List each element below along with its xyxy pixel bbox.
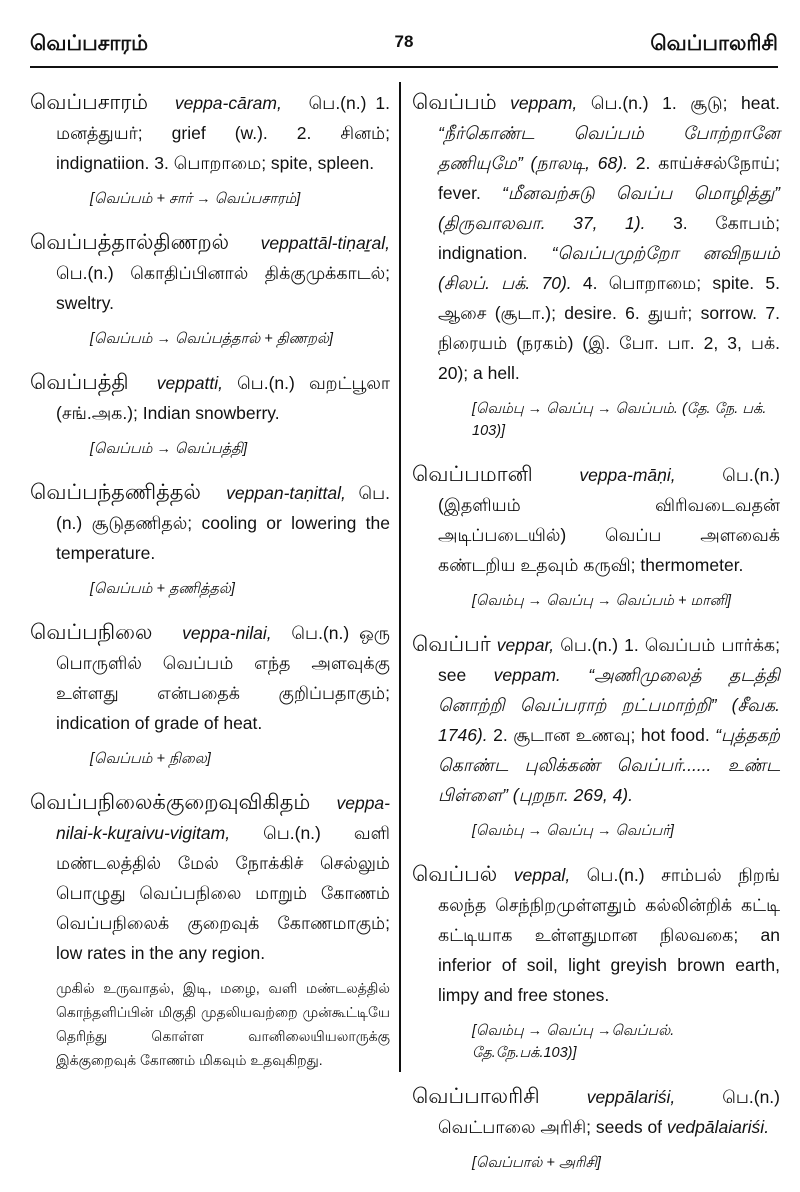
headword: வெப்பநிலை (30, 621, 153, 644)
etymology: [வெம்பு → வெப்பு → வெப்பம் + மானி] (472, 593, 732, 609)
definition: (இதளியம் விரிவடைவதன் அடிப்படையில்) வெப்ப அளவைக் கண்டறிய உதவும் கருவி; thermometer. (438, 495, 780, 575)
part-of-speech: பெ.(n.) (291, 623, 350, 643)
definition: 3. கோபம்; indignation. (438, 213, 780, 263)
entry-veppar (412, 630, 780, 842)
part-of-speech: பெ.(n.) (560, 635, 619, 655)
transliteration: veppan-taṇittal, (226, 483, 346, 503)
definition: 1. சூடு; heat. (662, 93, 780, 113)
entry-veppam (412, 88, 780, 442)
etymology: [வெம்பு → வெப்பு →வெப்பல். தே.நே.பக்.103)] (472, 1023, 675, 1061)
header-last-word: வெப்பாலரிசி (650, 32, 778, 55)
etymology: [வெப்பம் + சார் → வெப்பசாரம்] (90, 191, 301, 207)
headword: வெப்பந்தணித்தல் (30, 481, 201, 504)
definition: வெட்பாலை அரிசி; seeds of (438, 1117, 663, 1137)
etymology: [வெம்பு → வெப்பு → வெப்பம். (தே. நே. பக். 103)] (472, 401, 767, 439)
part-of-speech: பெ.(n.) (56, 483, 390, 533)
part-of-speech: பெ.(n.) (722, 1087, 780, 1107)
part-of-speech: பெ.(n.) (308, 93, 367, 113)
definition: கொதிப்பினால் திக்குமுக்காடல்; sweltry. (56, 263, 390, 313)
transliteration: veppa-nilai-k-kuṟaivu-vigitam, (56, 793, 390, 843)
etymology: [வெப்பம் + நிலை] (90, 751, 211, 767)
headword: வெப்பசாரம் (30, 91, 149, 114)
usage-note: முகில் உருவாதல், இடி, மழை, வளி மண்டலத்தில் கொந்தளிப்பின் மிகுதி முதலியவற்றை முன்கூட்டியே தெரிந்து கொள்ள வானிலையியலாருக்கு இக்குறைவுக் கோணம் மிகவும் உதவுகிறது. (56, 980, 390, 1068)
etymology: [வெப்பம் → வெப்பத்தால் + திணறல்] (90, 331, 334, 347)
definition: சாம்பல் நிறங் கலந்த செந்நிறமுள்ளதும் கல்லின்றிக் கட்டி கட்டியாக உள்ளதுமான நிலவகை; an inferior of soil, light greyish brown earth, limpy and free stones. (438, 865, 780, 1005)
definition: வறட்பூலா (சங்.அக.); Indian snowberry. (56, 373, 390, 423)
transliteration: veppa-māṇi, (579, 465, 676, 485)
part-of-speech: பெ.(n.) (586, 865, 645, 885)
headword: வெப்பத்தால்திணறல் (30, 231, 230, 254)
entry-veppattal-tinaral (30, 228, 390, 350)
entry-veppa-nilai (30, 618, 390, 770)
literary-quote: “புத்தகற் கொண்ட புலிக்கண் வெப்பர்...... உண்ட பிள்ளை” (புறநா. 269, 4). (438, 725, 780, 805)
part-of-speech: பெ.(n.) (722, 465, 780, 485)
transliteration: veppa-nilai, (182, 623, 272, 643)
entry-veppan-tanittal (30, 478, 390, 600)
transliteration: veppa-cāram, (174, 93, 282, 113)
transliteration: veppam, (510, 93, 578, 113)
definition: 4. பொறாமை; spite. 5. ஆசை (சூடா.); desire. 6. துயர்; sorrow. 7. நிரையம் (நரகம்) (இ. போ. பா. 2, 3, பக். 20); a hell. (438, 273, 781, 383)
transliteration: veppālariśi, (586, 1087, 676, 1107)
headword: வெப்பத்தி (30, 371, 129, 394)
literary-quote: “அணிமுலைத் தடத்தி னொற்றி வெப்பராற் றட்பமாற்றி” (சீவக. 1746). (438, 665, 780, 745)
etymology: [வெப்பம் → வெப்பத்தி] (90, 441, 248, 457)
entry-veppal (412, 860, 780, 1064)
part-of-speech: பெ.(n.) (56, 263, 114, 283)
definition: 1. வெப்பம் பார்க்க; see (438, 635, 780, 685)
headword: வெப்பநிலைக்குறைவுவிகிதம் (30, 791, 311, 814)
part-of-speech: பெ.(n.) (263, 823, 321, 843)
definition: 1. மனத்துயர்; grief (w.). 2. சினம்; indignatiion. 3. பொறாமை; spite, spleen. (56, 93, 390, 173)
part-of-speech: பெ.(n.) (237, 373, 295, 393)
entry-veppalarisi (412, 1082, 780, 1174)
etymology: [வெப்பம் + தணித்தல்] (90, 581, 235, 597)
page-number: 78 (394, 32, 414, 51)
definition: ஒரு பொருளில் வெப்பம் எந்த அளவுக்கு உள்ளது என்பதைக் குறிப்பதாகும்; indication of grade of heat. (56, 623, 390, 733)
definition: வளி மண்டலத்தில் மேல் நோக்கிச் செல்லும் பொழுது வெப்பநிலை மாறும் கோணம் வெப்பநிலைக் குறைவுக் கோணமாகும்; low rates in the any region. (56, 823, 390, 963)
headword: வெப்பமானி (412, 463, 533, 486)
headword: வெப்பல் (412, 863, 498, 886)
right-column (412, 88, 780, 1192)
definition: சூடுதணிதல்; cooling or lowering the temperature. (56, 513, 390, 563)
left-column (30, 88, 390, 1078)
entry-veppatti (30, 368, 390, 460)
headword: வெப்பாலரிசி (412, 1085, 540, 1108)
headword: வெப்பர் (412, 633, 491, 656)
column-divider (399, 82, 401, 1072)
transliteration: veppar, (496, 635, 555, 655)
cross-reference: vedpālaiariśi. (666, 1117, 770, 1137)
etymology: [வெப்பால் + அரிசி] (472, 1155, 601, 1171)
headword: வெப்பம் (412, 91, 497, 114)
literary-quote: “வெப்பமுற்றோ னவிநயம் (சிலப். பக். 70). (438, 243, 780, 293)
header-first-word: வெப்பசாரம் (30, 32, 149, 55)
entry-veppa-nilai-k-kuraivu-vigitam (30, 788, 390, 1072)
part-of-speech: பெ.(n.) (590, 93, 649, 113)
page-header (30, 26, 778, 68)
transliteration: veppatti, (156, 373, 223, 393)
literary-quote: “நீர்கொண்ட வெப்பம் போற்றானே தணியுமே” (நாலடி, 68). (438, 123, 780, 173)
transliteration: veppattāl-tiṇaṟal, (260, 233, 390, 253)
transliteration: veppal, (513, 865, 571, 885)
cross-reference: veppam. (493, 665, 561, 685)
entry-veppacaram (30, 88, 390, 210)
literary-quote: “மீனவற்சுடு வெப்ப மொழித்து” (திருவாலவா. 37, 1). (438, 183, 780, 233)
definition: 2. காய்ச்சல்நோய்; fever. (438, 153, 780, 203)
definition: 2. சூடான உணவு; hot food. (493, 725, 710, 745)
entry-veppa-mani (412, 460, 780, 612)
etymology: [வெம்பு → வெப்பு → வெப்பர்] (472, 823, 674, 839)
